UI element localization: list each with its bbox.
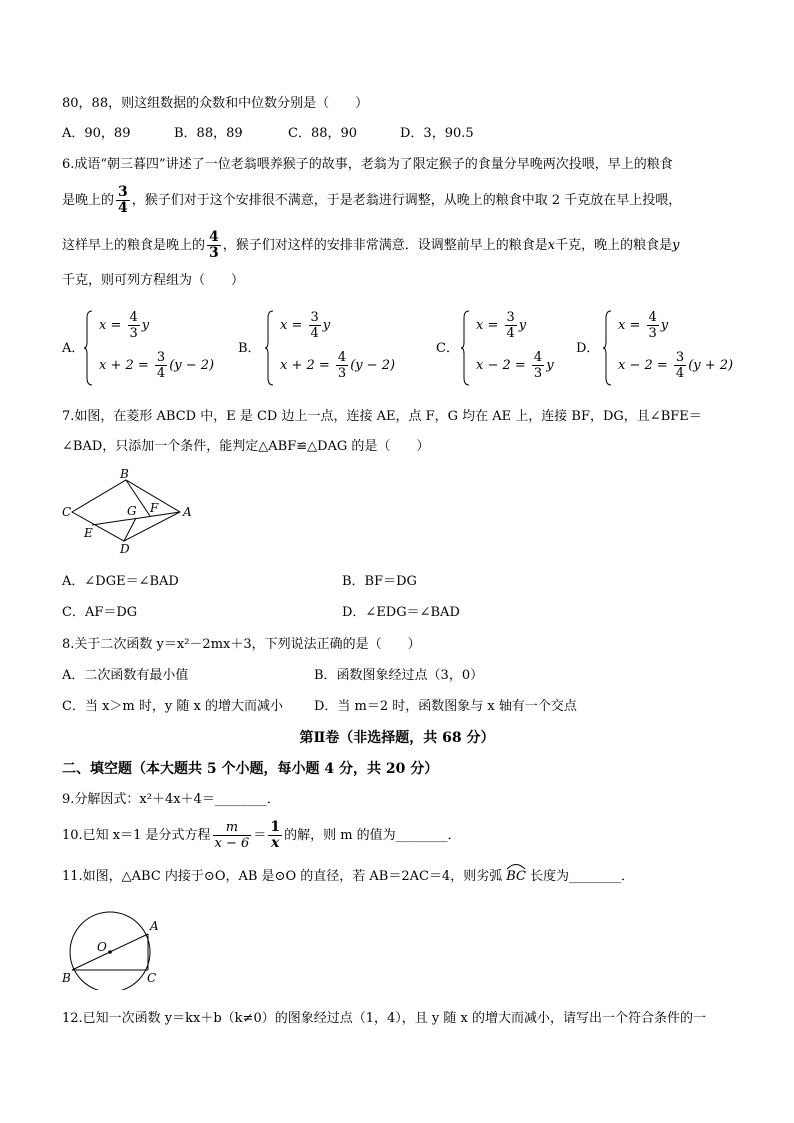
point-f-label: F [150,501,159,515]
q8-option-a: A．二次函数有最小值 [62,668,189,683]
q6-option-d-label: D． [576,341,600,356]
fraction-4-3: $\frac{4}{3}$ [209,229,219,261]
rhombus-figure [60,465,200,557]
q7-line-2: ∠BAD，只添加一个条件，能判定△ABF≌△DAG 的是（ ） [62,439,430,454]
point-b-label: B [62,971,71,985]
arc-icon [506,862,526,870]
q8-option-b: B．函数图象经过点（3，0） [314,668,484,683]
q6-line-4: 千克，则可列方程组为（ ） [62,273,245,288]
point-g-label: G [127,504,137,518]
part-2-title: 第Ⅱ卷（非选择题，共 68 分） [299,730,495,746]
q9: 9.分解因式：x²＋4x＋4＝________． [62,792,280,807]
point-a-label: A [183,505,192,519]
q12: 12.已知一次函数 y＝kx＋b（k≠0）的图象经过点（1，4），且 y 随 x 的增大而减小，请写出一个符合条件的一 [62,1011,706,1026]
q8-line-1: 8.关于二次函数 y＝x²－2mx＋3，下列说法正确的是（ ） [62,637,421,652]
q5-option-d: D．3，90.5 [400,126,474,141]
q6-line-3: 这样早上的粮食是晚上的 $\frac{4}{3}$ ，猴子们对这样的安排非常满意．设调整前早上的粮食是x千克，晚上的粮食是y [62,229,680,261]
point-c-label: C [147,971,157,985]
q5-continuation: 80，88，则这组数据的众数和中位数分别是（ ） [62,96,369,111]
point-e-label: E [84,526,93,540]
fraction-3-4: $\frac{3}{4}$ [118,184,128,216]
q10: 10.已知 x＝1 是分式方程 $\frac{m}{x - 6}$ ＝ $\frac{1}{x}$ 的解，则 m 的值为________． [62,819,461,851]
q8-option-c: C．当 x＞m 时，y 随 x 的增大而减小 [62,699,283,714]
q5-option-a: A．90，89 [62,126,131,141]
q6-option-c-label: C． [436,341,459,356]
arc-bc-label: BC [506,869,526,884]
brace-icon [602,310,612,386]
q7-line-1: 7.如图，在菱形 ABCD 中，E 是 CD 边上一点，连接 AE，点 F，G 均在 AE 上，连接 BF，DG，且∠BFE＝ [62,409,702,424]
brace-icon [264,310,274,386]
point-a-label: A [150,919,159,933]
q11: 11.如图，△ABC 内接于⊙O，AB 是⊙O 的直径，若 AB＝2AC＝4，则劣弧 BC 长度为________． [62,868,634,886]
q7-option-c: C．AF＝DG [62,605,138,620]
point-o-label: O [97,940,107,954]
q6-line-1: 6.成语“朝三暮四”讲述了一位老翁喂养猴子的故事，老翁为了限定猴子的食量分早晚两次投喂，早上的粮食 [62,157,673,172]
q5-option-b: B．88，89 [174,126,243,141]
point-b-label: B [120,467,129,481]
q6-option-a-label: A． [62,341,85,356]
q8-option-d: D．当 m＝2 时，函数图象与 x 轴有一个交点 [314,699,577,714]
brace-icon [460,310,470,386]
q6-line-2: 是晚上的 $\frac{3}{4}$ ，猴子们对于这个安排很不满意，于是老翁进行调整，从晚上的粮食中取 2 千克放在早上投喂， [62,184,682,216]
point-c-label: C [62,505,72,519]
circle-figure [60,908,166,990]
q6-option-b-label: B． [238,341,261,356]
section-2-title: 二、填空题（本大题共 5 个小题，每小题 4 分，共 20 分） [62,761,439,777]
point-d-label: D [120,542,130,556]
q7-option-a: A．∠DGE＝∠BAD [62,574,179,589]
q5-option-c: C．88，90 [288,126,358,141]
q7-option-b: B．BF＝DG [342,574,417,589]
brace-icon [83,310,93,386]
q7-option-d: D．∠EDG＝∠BAD [342,605,460,620]
